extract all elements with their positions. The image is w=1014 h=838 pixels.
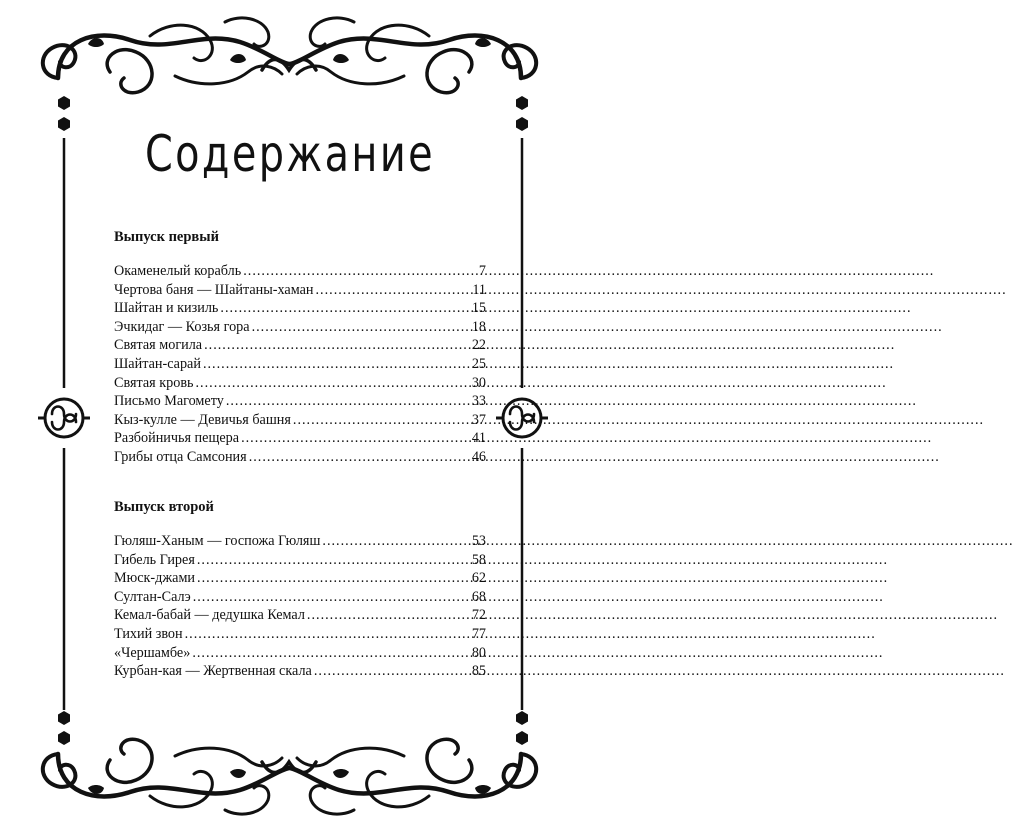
dot-leader [185,625,470,644]
dot-leader [226,392,470,411]
toc-list [114,532,486,681]
hexagon-bead [516,731,528,745]
toc-entry[interactable] [114,625,486,644]
toc-entry[interactable] [114,392,486,411]
toc-entry-title: Чертова баня — Шайтаны-хаман [114,281,314,298]
toc-entry-page-number: 62 [471,570,486,587]
toc-entry-page-number: 53 [471,533,486,549]
toc-entry-title: Султан-Салэ [114,588,191,605]
page-title [0,123,579,183]
toc-entry-page-number: 37 [471,411,486,428]
toc-entry[interactable] [114,374,486,393]
hexagon-bead [58,711,70,725]
toc-entry-title: Письмо Магомету [114,393,224,410]
toc-entry[interactable] [114,662,486,681]
toc-entry-title: Кыз-кулле — Девичья башня [114,411,291,428]
toc-entry-page-number: 77 [471,625,486,642]
dot-leader [193,588,470,607]
toc-entry-title: Курбан-кая — Жертвенная скала [114,663,312,680]
toc-entry[interactable] [114,429,486,448]
toc-section-first [114,228,486,467]
hexagon-bead [516,711,528,725]
toc-entry-page-number: 18 [471,318,486,335]
section-heading: Выпуск первый [114,229,219,245]
toc-entry-title: Гюляш-Ханым — госпожа Гюляш [114,533,321,549]
hexagon-bead [516,96,528,110]
hexagon-bead [58,96,70,110]
toc-entry-title: Кемал-бабай — дедушка Кемал [114,607,305,624]
toc-entry-page-number: 41 [471,430,486,447]
toc-entry-page-number: 7 [478,263,486,279]
toc-entry[interactable] [114,299,486,318]
toc-entry-title: Святая кровь [114,374,194,391]
toc-entry[interactable] [114,281,486,300]
scroll-ornament-top [43,18,536,93]
toc-entry[interactable] [114,606,486,625]
toc-entry-title: Шайтан и кизиль [114,300,219,317]
toc-entry-title: «Чершамбе» [114,644,191,661]
toc-entry[interactable] [114,644,486,663]
dot-leader [243,262,477,281]
toc-section-second [114,498,486,681]
toc-entry-page-number: 15 [471,300,486,317]
toc-entry-page-number: 85 [471,663,486,680]
toc-entry[interactable] [114,588,486,607]
dot-leader [203,355,470,374]
toc-entry[interactable] [114,532,486,551]
toc-entry-title: Грибы отца Самсония [114,448,247,465]
dot-leader [197,569,470,588]
dot-leader [196,374,470,393]
toc-entry-page-number: 30 [471,374,486,391]
toc-entry-title: Шайтан-сарай [114,355,201,372]
toc-entry[interactable] [114,448,486,467]
toc-entry-page-number: 33 [471,393,486,410]
toc-entry-title: Эчкидаг — Козья гора [114,318,250,335]
toc-entry-page-number: 11 [472,281,486,298]
toc-entry-page-number: 68 [471,588,486,605]
toc-list [114,262,486,467]
dot-leader [252,318,470,337]
dot-leader [192,644,469,663]
swirl-medallion-left [38,399,90,437]
toc-entry[interactable] [114,336,486,355]
toc-entry-page-number: 25 [471,355,486,372]
toc-entry[interactable] [114,569,486,588]
dot-leader [322,532,469,551]
toc-entry-page-number: 46 [471,448,486,465]
toc-entry-title: Гибель Гирея [114,551,195,568]
dot-leader [316,281,471,300]
scroll-ornament-bottom [43,739,536,814]
dot-leader [204,336,470,355]
dot-leader [307,606,470,625]
dot-leader [241,429,470,448]
toc-entry-page-number: 80 [471,644,486,661]
toc-entry-title: Разбойничья пещера [114,430,240,447]
toc-entry-page-number: 72 [471,607,486,624]
left-border [38,96,90,745]
toc-entry[interactable] [114,262,486,281]
toc-entry[interactable] [114,411,486,430]
toc-entry[interactable] [114,318,486,337]
toc-entry-title: Святая могила [114,337,203,354]
toc-entry-title: Окаменелый корабль [114,263,242,279]
hexagon-bead [58,731,70,745]
toc-entry-page-number: 58 [471,551,486,568]
dot-leader [249,448,470,467]
dot-leader [293,411,470,430]
toc-entry[interactable] [114,551,486,570]
toc-entry-title: Мюск-джами [114,570,196,587]
toc-entry[interactable] [114,355,486,374]
dot-leader [220,299,469,318]
toc-entry-title: Тихий звон [114,625,183,642]
dot-leader [197,551,470,570]
dot-leader [314,662,470,681]
title-text: Содержание [144,125,435,183]
section-heading: Выпуск второй [114,499,214,515]
toc-entry-page-number: 22 [471,337,486,354]
